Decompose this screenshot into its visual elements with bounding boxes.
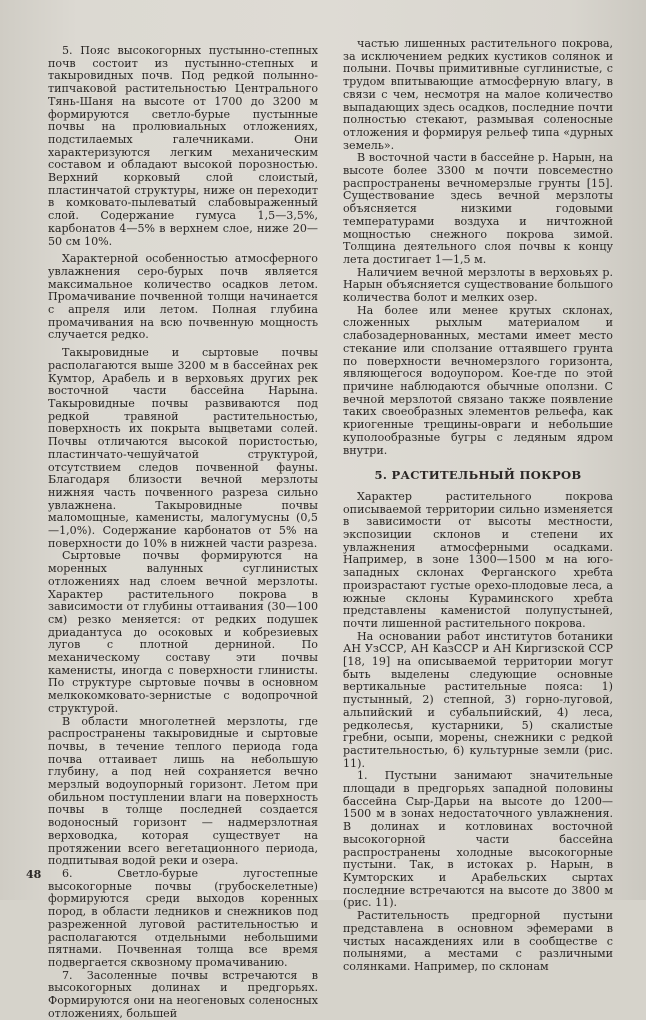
- paragraph: На более или менее крутых склонах, сложенных рыхлым материалом и слабозадернованных, местами имеет место стекание или сползание оттаявшего грунта по поверхности вечномерзлого горизонта, являющегося водоупором. Кое-где по этой причине наблюдаются обычные оползни. С вечной мерзлотой связано также появление таких своеобразных элементов рельефа, как криогенные трещины-овраги и небольшие куполообразные бугры с ледяным ядром внутри.: [343, 303, 613, 457]
- paragraph: Сыртовые почвы формируются на моренных валунных суглинистых отложениях над слоем вечной мерзлоты. Характер растительного покрова в зависимости от глубины оттаивания (30—100 см) резко меняется: от редких подушек дриадантуса до осоковых и кобрезиевых лугов с плотной дерниной. По механическому составу эти почвы каменисты, иногда с поверхности глинисты. По структуре сыртовые почвы в основном мелкокомковато-зернистые с водопрочной структурой.: [48, 549, 318, 715]
- paragraph: В области многолетней мерзлоты, где распространены такыровидные и сыртовые почвы, в течение теплого периода года почва оттаивает лишь на небольшую глубину, а под ней сохраняется вечно мерзлый водоупорный горизонт. Летом при обильном поступлении влаги на поверхность почвы в толще последней создается водоносный горизонт — надмерзлотная верховодка, которая существует на протяжении всего вегетационного периода, подпитывая водой реки и озера.: [48, 714, 318, 868]
- paragraph: Характерной особенностью атмосферного увлажнения серо-бурых почв является максимальное количество осадков летом. Промачивание почвенной толщи начинается с апреля или летом. Полная глубина промачивания на всю почвенную мощность случается редко.: [48, 252, 318, 342]
- paragraph: Наличием вечной мерзлоты в верховьях р. Нарын объясняется существование большого количества болот и мелких озер.: [343, 265, 613, 305]
- paragraph: На основании работ институтов ботаники АН УзССР, АН КазССР и АН Киргизской ССР [18, 19] на описываемой территории могут быть выделены следующие основные вертикальные растительные пояса: 1) пустынный, 2) степной, 3) горно-луговой, альпийский и субальпийский, 4) леса, редколесья, кустарники, 5) скалистые гребни, осыпи, морены, снежники с редкой растительностью, 6) культурные земли (рис. 11).: [343, 629, 613, 770]
- paragraph: 1. Пустыни занимают значительные площади в предгорьях западной половины бассейна Сыр-Дарьи на высоте до 1200—1500 м в зонах недостаточного увлажнения. В долинах и котловинах восточной высокогорной части бассейна распространены холодные высокогорные пустыни. Так, в истоках р. Нарын, в Кумторских и Арабельских сыртах последние встречаются на высоте до 3800 м (рис. 11).: [343, 769, 613, 910]
- paragraph: 6. Светло-бурые лугостепные высокогорные почвы (грубоскелетные) формируются среди выходов коренных пород, в области ледников и снежников под разреженной луговой растительностью и располагаются отдельными небольшими пятнами. Почвенная толща все время подвергается сквозному промачиванию.: [48, 867, 318, 969]
- paragraph: 5. Пояс высокогорных пустынно-степных почв состоит из пустынно-степных и такыровидных почв. Под редкой полынно-типчаковой растительностью Центрального Тянь-Шаня на высоте от 1700 до 3200 м формируются светло-бурые пустынные почвы на пролювиальных отложениях, подстилаемых галечниками. Они характеризуются легким механическим составом и обладают высокой порозностью. Верхний корковый слой слоистый, пластинчатой структуры, ниже он переходит в комковато-пылеватый слабовыраженный слой. Содержание гумуса 1,5—3,5%, карбонатов 4—5% в верхнем слое, ниже 20—50 см 10%.: [48, 44, 318, 248]
- left-column: [48, 45, 318, 1020]
- section-title: 5. РАСТИТЕЛЬНЫЙ ПОКРОВ: [374, 468, 582, 483]
- paragraph: частью лишенных растительного покрова, за исключением редких кустиков солянок и полыни. Почвы примитивные суглинистые, с трудом впитывающие атмосферную влагу, в связи с чем, несмотря на малое количество выпадающих здесь осадков, последние почти полностью стекают, размывая соленосные отложения и формируя рельеф типа «дурных земель».: [343, 37, 613, 152]
- paragraph: Такыровидные и сыртовые почвы располагаются выше 3200 м в бассейнах рек Кумтор, Арабель и в верховьях других рек восточной части бассейна Нарына. Такыровидные почвы развиваются под редкой травяной растительностью, поверхность их покрыта выцветами солей. Почвы отличаются высокой пористостью, пластинчато-чешуйчатой структурой, отсутствием следов почвенной фауны. Благодаря близости вечной мерзлоты нижняя часть почвенного разреза сильно увлажнена. Такыровидные почвы маломощные, каменисты, малогумусны (0,5—1,0%). Содержание карбонатов от 5% на поверхности до 10% в нижней части разреза.: [48, 346, 318, 550]
- paragraph: 7. Засоленные почвы встречаются в высокогорных долинах и предгорьях. Формируются они на неогеновых соленосных отложениях, большей: [48, 968, 318, 1020]
- paragraph: Растительность предгорной пустыни представлена в основном эфемерами в чистых насаждениях или в сообществе с полынями, а местами с различными солянками. Например, по склонам: [343, 909, 613, 973]
- page-number: 48: [26, 868, 42, 881]
- paragraph: Характер растительного покрова описываемой территории сильно изменяется в зависимости от высоты местности, экспозиции склонов и степени их увлажнения атмосферными осадками. Например, в зоне 1300—1500 м на юго-западных склонах Ферганского хребта произрастают густые орехо-плодовые леса, а южные склоны Кураминского хребта представлены каменистой полупустыней, почти лишенной растительного покрова.: [343, 489, 613, 630]
- paragraph: В восточной части в бассейне р. Нарын, на высоте более 3300 м почти повсеместно распространены вечномерзлые грунты [15]. Существование здесь вечной мерзлоты объясняется низкими годовыми температурами воздуха и ничтожной мощностью снежного покрова зимой. Толщина деятельного слоя почвы к концу лета достигает 1—1,5 м.: [343, 151, 613, 266]
- right-column: [343, 38, 613, 974]
